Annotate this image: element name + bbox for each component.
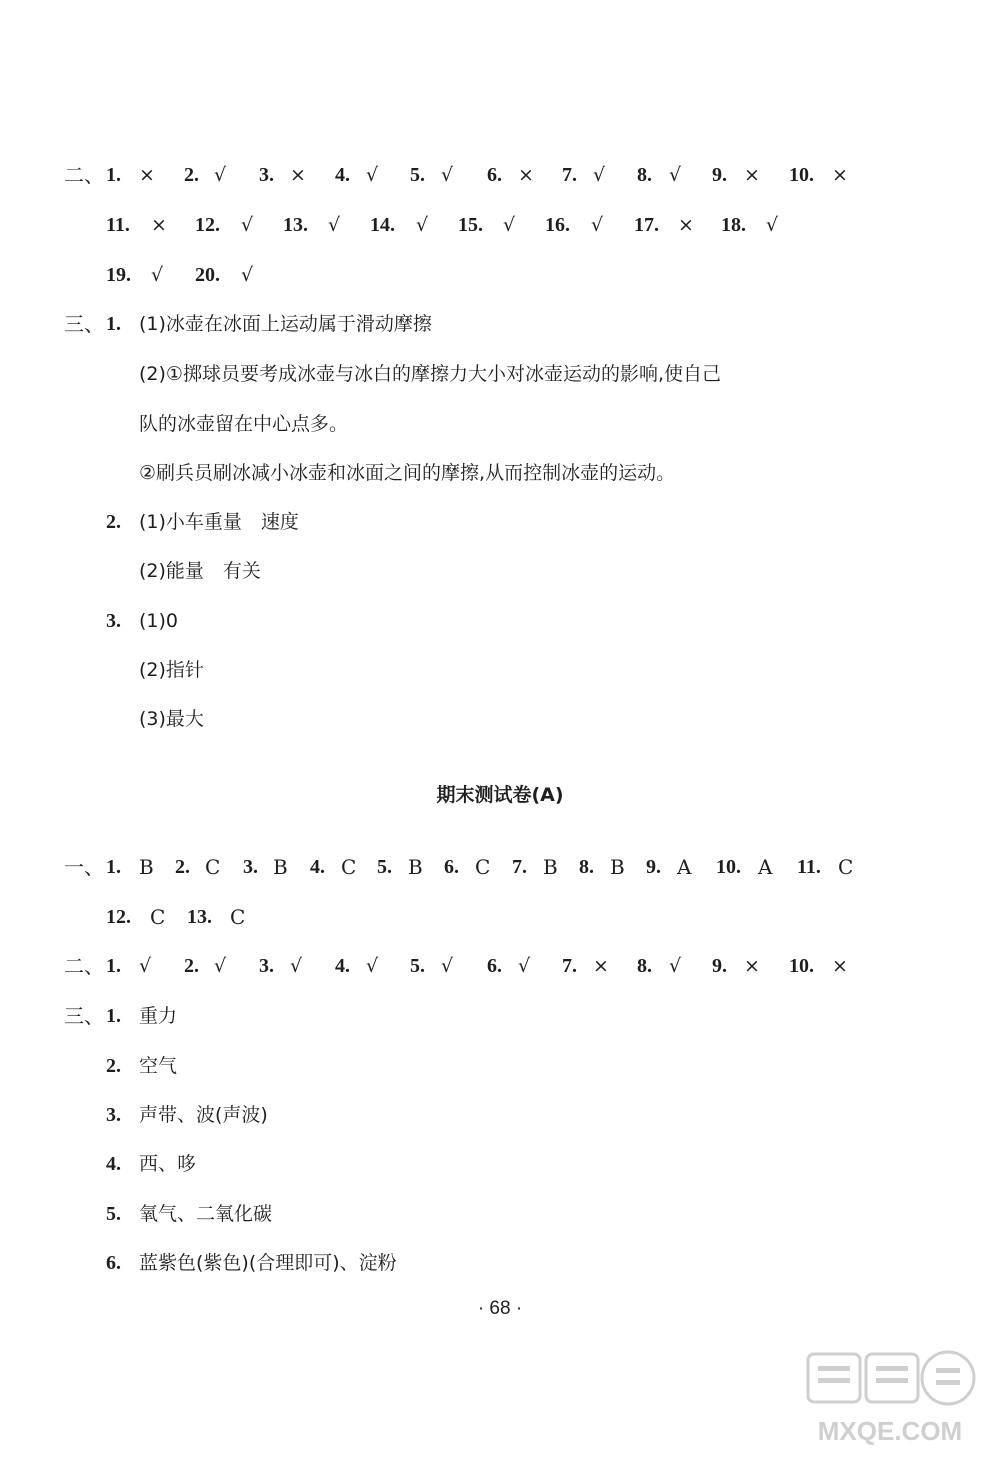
item-number: 2. [175, 856, 190, 878]
mark-check: √ [290, 955, 303, 977]
section-label: 三、 [64, 312, 104, 336]
item-number: 15. [458, 214, 483, 236]
watermark-logo-icon [790, 1348, 990, 1448]
mark-check: √ [669, 164, 682, 186]
mark-check: √ [214, 955, 227, 977]
item-number: 8. [579, 856, 594, 878]
choice-answer: A [758, 855, 773, 879]
item-number: 19. [106, 264, 131, 286]
answer-text: (2)指针 [139, 659, 204, 681]
item-number: 8. [637, 164, 652, 186]
item-number: 5. [410, 955, 425, 977]
item-number: 7. [562, 955, 577, 977]
item-number: 11. [106, 214, 130, 236]
mark-check: √ [441, 164, 454, 186]
item-number: 4. [106, 1153, 121, 1175]
item-number: 1. [106, 955, 121, 977]
mark-check: √ [139, 955, 152, 977]
item-number: 1. [106, 313, 121, 335]
item-number: 3. [259, 164, 274, 186]
mark-check: √ [518, 955, 531, 977]
item-number: 5. [106, 1203, 121, 1225]
mark-check: √ [591, 214, 604, 236]
item-number: 16. [545, 214, 570, 236]
answer-text: (1)0 [139, 610, 179, 632]
mark-check: √ [669, 955, 682, 977]
mark-cross: × [139, 164, 155, 186]
item-number: 5. [377, 856, 392, 878]
item-number: 4. [335, 164, 350, 186]
choice-answer: C [150, 905, 166, 929]
item-number: 1. [106, 1005, 121, 1027]
item-number: 3. [106, 610, 121, 632]
item-number: 7. [562, 164, 577, 186]
item-number: 1. [106, 164, 121, 186]
page-number: · 68 · [477, 1298, 523, 1319]
mark-check: √ [593, 164, 606, 186]
answer-text: (1)小车重量 速度 [139, 511, 299, 533]
item-number: 2. [184, 164, 199, 186]
section-label: 三、 [64, 1004, 104, 1028]
mark-check: √ [503, 214, 516, 236]
section-label: 二、 [64, 163, 104, 187]
answer-text: 蓝紫色(紫色)(合理即可)、淀粉 [139, 1252, 397, 1274]
mark-check: √ [214, 164, 227, 186]
choice-answer: C [341, 855, 357, 879]
mark-cross: × [151, 214, 167, 236]
answer-text: (2)①掷球员要考成冰壶与冰白的摩擦力大小对冰壶运动的影响,使自己 [139, 363, 721, 385]
item-number: 1. [106, 856, 121, 878]
choice-answer: B [610, 855, 625, 879]
mark-check: √ [241, 214, 254, 236]
answer-text: (3)最大 [139, 708, 204, 730]
answer-text: 声带、波(声波) [139, 1104, 268, 1126]
mark-cross: × [290, 164, 306, 186]
mark-check: √ [151, 264, 164, 286]
answer-text: 重力 [139, 1005, 178, 1027]
answer-text: ②刷兵员刷冰减小冰壶和冰面之间的摩擦,从而控制冰壶的运动。 [139, 462, 676, 484]
item-number: 9. [712, 164, 727, 186]
item-number: 17. [634, 214, 659, 236]
section-label: 二、 [64, 954, 104, 978]
mark-cross: × [832, 955, 848, 977]
item-number: 10. [789, 955, 814, 977]
item-number: 20. [195, 264, 220, 286]
item-number: 14. [370, 214, 395, 236]
mark-cross: × [744, 164, 760, 186]
choice-answer: B [543, 855, 558, 879]
choice-answer: C [230, 905, 246, 929]
item-number: 6. [487, 955, 502, 977]
answer-text: 氧气、二氧化碳 [139, 1203, 273, 1225]
mark-cross: × [593, 955, 609, 977]
item-number: 3. [259, 955, 274, 977]
mark-check: √ [366, 164, 379, 186]
item-number: 6. [106, 1252, 121, 1274]
item-number: 12. [195, 214, 220, 236]
item-number: 8. [637, 955, 652, 977]
item-number: 5. [410, 164, 425, 186]
item-number: 12. [106, 906, 131, 928]
choice-answer: B [408, 855, 423, 879]
answer-text: 空气 [139, 1055, 178, 1077]
item-number: 4. [335, 955, 350, 977]
item-number: 7. [512, 856, 527, 878]
item-number: 9. [712, 955, 727, 977]
choice-answer: B [273, 855, 288, 879]
mark-cross: × [744, 955, 760, 977]
choice-answer: B [139, 855, 154, 879]
item-number: 18. [721, 214, 746, 236]
mark-check: √ [441, 955, 454, 977]
item-number: 9. [646, 856, 661, 878]
choice-answer: A [677, 855, 692, 879]
item-number: 2. [106, 511, 121, 533]
item-number: 13. [283, 214, 308, 236]
choice-answer: C [205, 855, 221, 879]
item-number: 11. [797, 856, 821, 878]
answer-text: (1)冰壶在冰面上运动属于滑动摩擦 [139, 313, 432, 335]
watermark-text: MXQE.COM [817, 1416, 963, 1446]
mark-check: √ [241, 264, 254, 286]
item-number: 2. [184, 955, 199, 977]
mark-check: √ [328, 214, 341, 236]
item-number: 10. [789, 164, 814, 186]
section-label: 一、 [64, 855, 104, 879]
mark-check: √ [416, 214, 429, 236]
section-title: 期末测试卷(A) [436, 784, 564, 806]
mark-cross: × [518, 164, 534, 186]
answer-text: 西、哆 [139, 1153, 197, 1175]
mark-cross: × [678, 214, 694, 236]
answer-text: 队的冰壶留在中心点多。 [139, 413, 349, 435]
choice-answer: C [838, 855, 854, 879]
item-number: 3. [243, 856, 258, 878]
item-number: 2. [106, 1055, 121, 1077]
mark-cross: × [832, 164, 848, 186]
item-number: 6. [487, 164, 502, 186]
item-number: 6. [444, 856, 459, 878]
item-number: 10. [716, 856, 741, 878]
item-number: 3. [106, 1104, 121, 1126]
item-number: 13. [187, 906, 212, 928]
item-number: 4. [310, 856, 325, 878]
choice-answer: C [475, 855, 491, 879]
answer-text: (2)能量 有关 [139, 560, 261, 582]
mark-check: √ [766, 214, 779, 236]
mark-check: √ [366, 955, 379, 977]
